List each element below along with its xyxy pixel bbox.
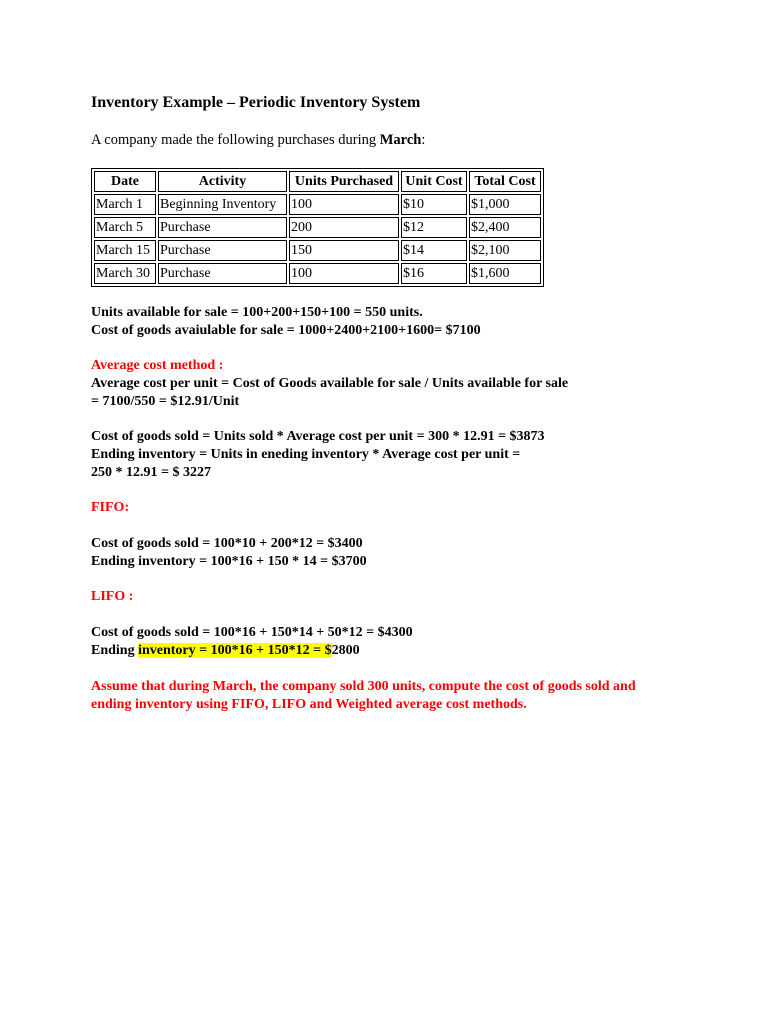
cell-date: March 15 [94,240,156,261]
question-line-2: ending inventory using FIFO, LIFO and Weighted average cost methods. [91,697,527,712]
cell-unit-cost: $14 [401,240,467,261]
fifo-heading: FIFO: [91,500,130,515]
intro-text [91,132,425,149]
cell-date: March 1 [94,194,156,215]
table-header-row [94,171,541,192]
cell-units: 200 [289,217,399,238]
cell-total-cost: $2,100 [469,240,541,261]
cost-available-line: Cost of goods avaiulable for sale = 1000+2400+2100+1600= $7100 [91,323,481,338]
average-cost-formula: Average cost per unit = Cost of Goods available for sale / Units available for sale [91,376,569,391]
cell-activity: Purchase [158,217,287,238]
cell-unit-cost: $10 [401,194,467,215]
units-available-line: Units available for sale = 100+200+150+100 = 550 units. [91,305,423,320]
fifo-ending-line: Ending inventory = 100*16 + 150 * 14 = $3700 [91,554,367,569]
table-row [94,217,541,238]
cell-total-cost: $2,400 [469,217,541,238]
average-ending-line-2: 250 * 12.91 = $ 3227 [91,465,211,480]
cell-date: March 5 [94,217,156,238]
fifo-cogs-line: Cost of goods sold = 100*10 + 200*12 = $3400 [91,536,363,551]
cell-date: March 30 [94,263,156,284]
header-date: Date [94,171,156,192]
cell-units: 100 [289,194,399,215]
lifo-heading: LIFO : [91,589,134,604]
cell-units: 150 [289,240,399,261]
cell-unit-cost: $12 [401,217,467,238]
lifo-ending-prefix: Ending [91,643,139,658]
header-units: Units Purchased [289,171,399,192]
cell-units: 100 [289,263,399,284]
header-total-cost: Total Cost [469,171,541,192]
average-cogs-line: Cost of goods sold = Units sold * Average cost per unit = 300 * 12.91 = $3873 [91,429,545,444]
cell-activity: Purchase [158,263,287,284]
header-unit-cost: Unit Cost [401,171,467,192]
table-row [94,240,541,261]
page-title: Inventory Example – Periodic Inventory System [91,94,421,111]
average-cost-result: = 7100/550 = $12.91/Unit [91,394,240,409]
intro-month: March [379,132,422,148]
header-activity: Activity [158,171,287,192]
table-row [94,263,541,284]
purchases-table [91,168,544,287]
table-row [94,194,541,215]
lifo-ending-highlight: inventory = 100*16 + 150*12 = $ [138,643,332,658]
lifo-ending-suffix: 2800 [331,643,360,658]
intro-prefix: A company made the following purchases during [91,132,380,148]
intro-suffix: : [421,132,426,148]
lifo-ending-line [91,642,360,660]
cell-total-cost: $1,600 [469,263,541,284]
cell-unit-cost: $16 [401,263,467,284]
cell-total-cost: $1,000 [469,194,541,215]
question-line-1: Assume that during March, the company sold 300 units, compute the cost of goods sold and [91,679,636,694]
lifo-cogs-line: Cost of goods sold = 100*16 + 150*14 + 50*12 = $4300 [91,625,413,640]
average-method-heading: Average cost method : [91,358,224,373]
cell-activity: Purchase [158,240,287,261]
cell-activity: Beginning Inventory [158,194,287,215]
average-ending-line-1: Ending inventory = Units in eneding inventory * Average cost per unit = [91,447,521,462]
